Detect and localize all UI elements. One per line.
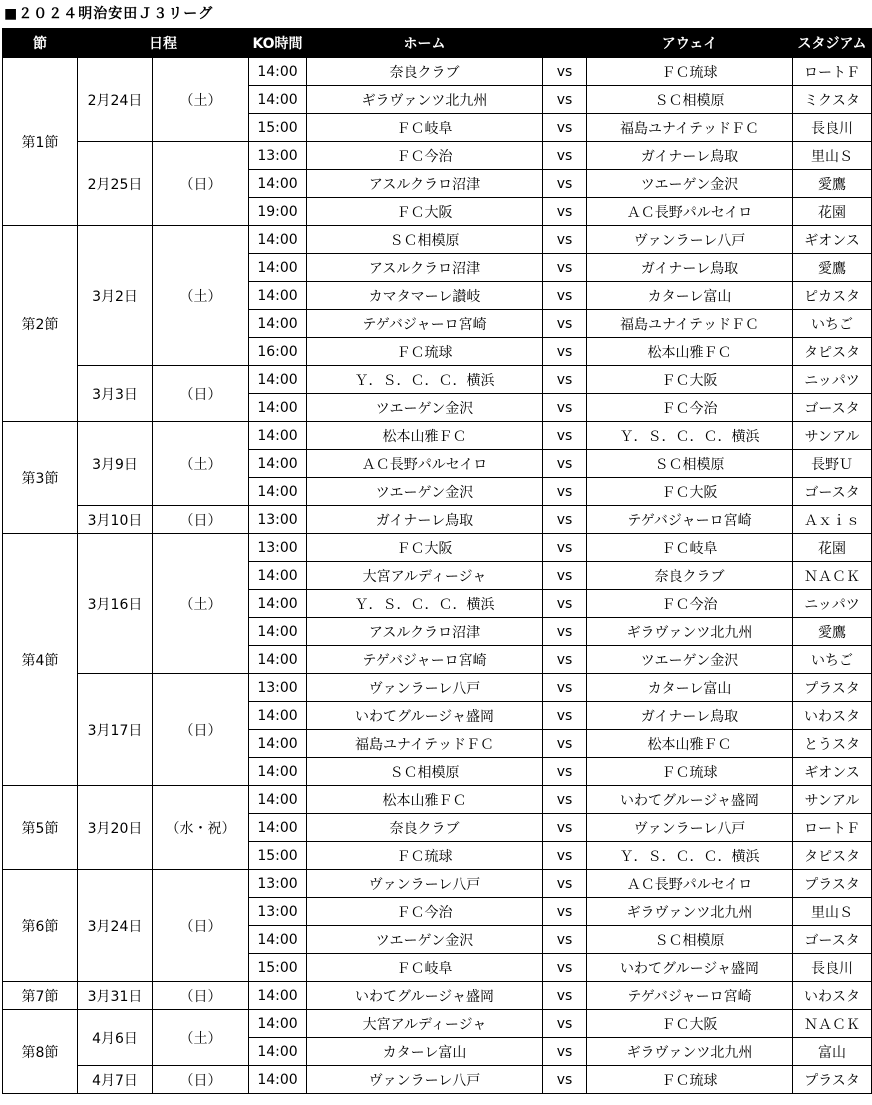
kickoff-time: 13:00 xyxy=(249,674,307,702)
away-team: ギラヴァンツ北九州 xyxy=(587,1038,793,1066)
match-weekday: （土） xyxy=(153,534,249,674)
home-team: ＡＣ長野パルセイロ xyxy=(307,450,543,478)
match-date: 4月6日 xyxy=(78,1010,153,1066)
away-team: ツエーゲン金沢 xyxy=(587,646,793,674)
kickoff-time: 14:00 xyxy=(249,1038,307,1066)
home-team: ＳＣ相模原 xyxy=(307,226,543,254)
kickoff-time: 14:00 xyxy=(249,758,307,786)
versus-label: vs xyxy=(543,730,587,758)
home-team: テゲバジャーロ宮崎 xyxy=(307,646,543,674)
match-weekday: （土） xyxy=(153,58,249,142)
table-row xyxy=(3,1010,872,1038)
stadium-name: ゴースタ xyxy=(793,394,872,422)
match-date: 3月31日 xyxy=(78,982,153,1010)
away-team: 福島ユナイテッドＦＣ xyxy=(587,310,793,338)
stadium-name: ニッパツ xyxy=(793,366,872,394)
versus-label: vs xyxy=(543,478,587,506)
match-date: 2月24日 xyxy=(78,58,153,142)
away-team: テゲバジャーロ宮崎 xyxy=(587,982,793,1010)
stadium-name: ゴースタ xyxy=(793,926,872,954)
home-team: 奈良クラブ xyxy=(307,814,543,842)
stadium-name: 花園 xyxy=(793,534,872,562)
versus-label: vs xyxy=(543,786,587,814)
home-team: 奈良クラブ xyxy=(307,58,543,86)
stadium-name: プラスタ xyxy=(793,870,872,898)
kickoff-time: 14:00 xyxy=(249,926,307,954)
kickoff-time: 14:00 xyxy=(249,226,307,254)
home-team: ＦＣ大阪 xyxy=(307,534,543,562)
home-team: 大宮アルディージャ xyxy=(307,562,543,590)
kickoff-time: 19:00 xyxy=(249,198,307,226)
match-weekday: （土） xyxy=(153,1010,249,1066)
away-team: ＳＣ相模原 xyxy=(587,926,793,954)
header-stadium: スタジアム xyxy=(793,29,872,58)
stadium-name: タピスタ xyxy=(793,338,872,366)
home-team: ＦＣ今治 xyxy=(307,142,543,170)
away-team: カターレ富山 xyxy=(587,282,793,310)
away-team: テゲバジャーロ宮崎 xyxy=(587,506,793,534)
kickoff-time: 14:00 xyxy=(249,282,307,310)
header-ko: KO時間 xyxy=(249,29,307,58)
home-team: Ｙ．Ｓ．Ｃ．Ｃ．横浜 xyxy=(307,366,543,394)
versus-label: vs xyxy=(543,870,587,898)
match-date: 3月9日 xyxy=(78,422,153,506)
stadium-name: ギオンス xyxy=(793,226,872,254)
kickoff-time: 14:00 xyxy=(249,422,307,450)
home-team: アスルクラロ沼津 xyxy=(307,618,543,646)
stadium-name: 愛鷹 xyxy=(793,618,872,646)
away-team: ＦＣ大阪 xyxy=(587,1010,793,1038)
away-team: ＦＣ今治 xyxy=(587,590,793,618)
kickoff-time: 15:00 xyxy=(249,842,307,870)
header-home: ホーム xyxy=(307,29,543,58)
away-team: いわてグルージャ盛岡 xyxy=(587,954,793,982)
table-row xyxy=(3,422,872,450)
versus-label: vs xyxy=(543,674,587,702)
away-team: ヴァンラーレ八戸 xyxy=(587,814,793,842)
versus-label: vs xyxy=(543,702,587,730)
home-team: ＳＣ相模原 xyxy=(307,758,543,786)
home-team: ツエーゲン金沢 xyxy=(307,926,543,954)
home-team: アスルクラロ沼津 xyxy=(307,254,543,282)
versus-label: vs xyxy=(543,506,587,534)
home-team: ＦＣ大阪 xyxy=(307,198,543,226)
match-weekday: （土） xyxy=(153,226,249,366)
stadium-name: 里山Ｓ xyxy=(793,898,872,926)
stadium-name: 長野Ｕ xyxy=(793,450,872,478)
kickoff-time: 14:00 xyxy=(249,170,307,198)
stadium-name: タピスタ xyxy=(793,842,872,870)
kickoff-time: 14:00 xyxy=(249,814,307,842)
kickoff-time: 14:00 xyxy=(249,702,307,730)
stadium-name: とうスタ xyxy=(793,730,872,758)
kickoff-time: 15:00 xyxy=(249,114,307,142)
home-team: Ｙ．Ｓ．Ｃ．Ｃ．横浜 xyxy=(307,590,543,618)
home-team: ＦＣ岐阜 xyxy=(307,954,543,982)
versus-label: vs xyxy=(543,758,587,786)
section-label: 第4節 xyxy=(3,534,78,786)
kickoff-time: 14:00 xyxy=(249,366,307,394)
home-team: ＦＣ琉球 xyxy=(307,842,543,870)
home-team: 松本山雅ＦＣ xyxy=(307,786,543,814)
section-label: 第5節 xyxy=(3,786,78,870)
table-row xyxy=(3,982,872,1010)
header-section: 節 xyxy=(3,29,78,58)
kickoff-time: 14:00 xyxy=(249,450,307,478)
away-team: 松本山雅ＦＣ xyxy=(587,338,793,366)
away-team: ＦＣ大阪 xyxy=(587,366,793,394)
match-weekday: （水・祝） xyxy=(153,786,249,870)
versus-label: vs xyxy=(543,142,587,170)
table-row xyxy=(3,1066,872,1094)
away-team: ＦＣ岐阜 xyxy=(587,534,793,562)
home-team: 福島ユナイテッドＦＣ xyxy=(307,730,543,758)
home-team: 大宮アルディージャ xyxy=(307,1010,543,1038)
home-team: ヴァンラーレ八戸 xyxy=(307,1066,543,1094)
kickoff-time: 14:00 xyxy=(249,1010,307,1038)
versus-label: vs xyxy=(543,562,587,590)
stadium-name: ニッパツ xyxy=(793,590,872,618)
home-team: いわてグルージャ盛岡 xyxy=(307,702,543,730)
away-team: Ｙ．Ｓ．Ｃ．Ｃ．横浜 xyxy=(587,422,793,450)
away-team: ツエーゲン金沢 xyxy=(587,170,793,198)
versus-label: vs xyxy=(543,422,587,450)
away-team: ＦＣ今治 xyxy=(587,394,793,422)
home-team: ギラヴァンツ北九州 xyxy=(307,86,543,114)
versus-label: vs xyxy=(543,1038,587,1066)
schedule-table xyxy=(2,28,872,1094)
versus-label: vs xyxy=(543,114,587,142)
kickoff-time: 14:00 xyxy=(249,86,307,114)
stadium-name: 愛鷹 xyxy=(793,254,872,282)
match-weekday: （日） xyxy=(153,870,249,982)
versus-label: vs xyxy=(543,198,587,226)
kickoff-time: 14:00 xyxy=(249,254,307,282)
stadium-name: 愛鷹 xyxy=(793,170,872,198)
versus-label: vs xyxy=(543,534,587,562)
away-team: ＡＣ長野パルセイロ xyxy=(587,198,793,226)
kickoff-time: 14:00 xyxy=(249,618,307,646)
table-row xyxy=(3,366,872,394)
kickoff-time: 14:00 xyxy=(249,730,307,758)
section-label: 第6節 xyxy=(3,870,78,982)
home-team: カターレ富山 xyxy=(307,1038,543,1066)
away-team: 奈良クラブ xyxy=(587,562,793,590)
match-date: 3月24日 xyxy=(78,870,153,982)
stadium-name: いわスタ xyxy=(793,702,872,730)
stadium-name: 富山 xyxy=(793,1038,872,1066)
away-team: ＦＣ琉球 xyxy=(587,758,793,786)
kickoff-time: 14:00 xyxy=(249,590,307,618)
home-team: ヴァンラーレ八戸 xyxy=(307,674,543,702)
versus-label: vs xyxy=(543,450,587,478)
kickoff-time: 13:00 xyxy=(249,898,307,926)
section-label: 第2節 xyxy=(3,226,78,422)
versus-label: vs xyxy=(543,58,587,86)
versus-label: vs xyxy=(543,842,587,870)
table-row xyxy=(3,226,872,254)
versus-label: vs xyxy=(543,926,587,954)
header-away: アウェイ xyxy=(587,29,793,58)
kickoff-time: 16:00 xyxy=(249,338,307,366)
versus-label: vs xyxy=(543,898,587,926)
table-row xyxy=(3,58,872,86)
away-team: ヴァンラーレ八戸 xyxy=(587,226,793,254)
header-vs xyxy=(543,29,587,58)
kickoff-time: 13:00 xyxy=(249,506,307,534)
match-weekday: （日） xyxy=(153,1066,249,1094)
home-team: ＦＣ琉球 xyxy=(307,338,543,366)
kickoff-time: 14:00 xyxy=(249,982,307,1010)
match-date: 3月16日 xyxy=(78,534,153,674)
away-team: ガイナーレ鳥取 xyxy=(587,702,793,730)
page-title: ■２０２４明治安田Ｊ３リーグ xyxy=(4,6,214,22)
table-row xyxy=(3,674,872,702)
versus-label: vs xyxy=(543,982,587,1010)
match-weekday: （土） xyxy=(153,422,249,506)
stadium-name: 長良川 xyxy=(793,114,872,142)
stadium-name: いちご xyxy=(793,310,872,338)
table-row xyxy=(3,870,872,898)
away-team: ＳＣ相模原 xyxy=(587,450,793,478)
kickoff-time: 13:00 xyxy=(249,870,307,898)
table-row xyxy=(3,786,872,814)
match-weekday: （日） xyxy=(153,366,249,422)
versus-label: vs xyxy=(543,86,587,114)
versus-label: vs xyxy=(543,954,587,982)
kickoff-time: 13:00 xyxy=(249,142,307,170)
match-date: 4月7日 xyxy=(78,1066,153,1094)
away-team: ＦＣ琉球 xyxy=(587,58,793,86)
kickoff-time: 14:00 xyxy=(249,1066,307,1094)
table-row xyxy=(3,142,872,170)
versus-label: vs xyxy=(543,366,587,394)
stadium-name: 長良川 xyxy=(793,954,872,982)
stadium-name: 花園 xyxy=(793,198,872,226)
match-date: 3月10日 xyxy=(78,506,153,534)
kickoff-time: 13:00 xyxy=(249,534,307,562)
section-label: 第7節 xyxy=(3,982,78,1010)
stadium-name: ミクスタ xyxy=(793,86,872,114)
versus-label: vs xyxy=(543,338,587,366)
home-team: アスルクラロ沼津 xyxy=(307,170,543,198)
kickoff-time: 14:00 xyxy=(249,478,307,506)
match-weekday: （日） xyxy=(153,506,249,534)
stadium-name: いちご xyxy=(793,646,872,674)
home-team: ガイナーレ鳥取 xyxy=(307,506,543,534)
section-label: 第1節 xyxy=(3,58,78,226)
home-team: ツエーゲン金沢 xyxy=(307,478,543,506)
versus-label: vs xyxy=(543,254,587,282)
away-team: いわてグルージャ盛岡 xyxy=(587,786,793,814)
match-weekday: （日） xyxy=(153,674,249,786)
home-team: ＦＣ岐阜 xyxy=(307,114,543,142)
table-row xyxy=(3,534,872,562)
versus-label: vs xyxy=(543,282,587,310)
home-team: ヴァンラーレ八戸 xyxy=(307,870,543,898)
stadium-name: ＮＡＣＫ xyxy=(793,562,872,590)
stadium-name: ロートＦ xyxy=(793,58,872,86)
home-team: テゲバジャーロ宮崎 xyxy=(307,310,543,338)
stadium-name: ＮＡＣＫ xyxy=(793,1010,872,1038)
section-label: 第8節 xyxy=(3,1010,78,1094)
stadium-name: プラスタ xyxy=(793,674,872,702)
match-weekday: （日） xyxy=(153,142,249,226)
table-row xyxy=(3,506,872,534)
away-team: Ｙ．Ｓ．Ｃ．Ｃ．横浜 xyxy=(587,842,793,870)
kickoff-time: 14:00 xyxy=(249,562,307,590)
header-row xyxy=(3,29,872,58)
kickoff-time: 14:00 xyxy=(249,786,307,814)
versus-label: vs xyxy=(543,590,587,618)
kickoff-time: 14:00 xyxy=(249,394,307,422)
versus-label: vs xyxy=(543,394,587,422)
home-team: ツエーゲン金沢 xyxy=(307,394,543,422)
stadium-name: ピカスタ xyxy=(793,282,872,310)
match-weekday: （日） xyxy=(153,982,249,1010)
stadium-name: ロートＦ xyxy=(793,814,872,842)
match-date: 3月2日 xyxy=(78,226,153,366)
kickoff-time: 14:00 xyxy=(249,58,307,86)
away-team: ＡＣ長野パルセイロ xyxy=(587,870,793,898)
match-date: 3月3日 xyxy=(78,366,153,422)
away-team: ガイナーレ鳥取 xyxy=(587,254,793,282)
match-date: 3月17日 xyxy=(78,674,153,786)
away-team: 松本山雅ＦＣ xyxy=(587,730,793,758)
away-team: ギラヴァンツ北九州 xyxy=(587,898,793,926)
header-schedule: 日程 xyxy=(78,29,249,58)
stadium-name: サンアル xyxy=(793,786,872,814)
kickoff-time: 14:00 xyxy=(249,310,307,338)
kickoff-time: 14:00 xyxy=(249,646,307,674)
section-label: 第3節 xyxy=(3,422,78,534)
stadium-name: ゴースタ xyxy=(793,478,872,506)
away-team: 福島ユナイテッドＦＣ xyxy=(587,114,793,142)
away-team: ＳＣ相模原 xyxy=(587,86,793,114)
versus-label: vs xyxy=(543,1010,587,1038)
stadium-name: Ａｘｉｓ xyxy=(793,506,872,534)
kickoff-time: 15:00 xyxy=(249,954,307,982)
away-team: ギラヴァンツ北九州 xyxy=(587,618,793,646)
home-team: カマタマーレ讃岐 xyxy=(307,282,543,310)
away-team: ＦＣ琉球 xyxy=(587,1066,793,1094)
home-team: いわてグルージャ盛岡 xyxy=(307,982,543,1010)
away-team: カターレ富山 xyxy=(587,674,793,702)
versus-label: vs xyxy=(543,646,587,674)
versus-label: vs xyxy=(543,618,587,646)
versus-label: vs xyxy=(543,1066,587,1094)
stadium-name: 里山Ｓ xyxy=(793,142,872,170)
stadium-name: サンアル xyxy=(793,422,872,450)
away-team: ＦＣ大阪 xyxy=(587,478,793,506)
versus-label: vs xyxy=(543,310,587,338)
away-team: ガイナーレ鳥取 xyxy=(587,142,793,170)
home-team: 松本山雅ＦＣ xyxy=(307,422,543,450)
stadium-name: いわスタ xyxy=(793,982,872,1010)
stadium-name: ギオンス xyxy=(793,758,872,786)
schedule-body xyxy=(3,58,872,1094)
match-date: 3月20日 xyxy=(78,786,153,870)
versus-label: vs xyxy=(543,170,587,198)
versus-label: vs xyxy=(543,226,587,254)
home-team: ＦＣ今治 xyxy=(307,898,543,926)
versus-label: vs xyxy=(543,814,587,842)
match-date: 2月25日 xyxy=(78,142,153,226)
stadium-name: プラスタ xyxy=(793,1066,872,1094)
